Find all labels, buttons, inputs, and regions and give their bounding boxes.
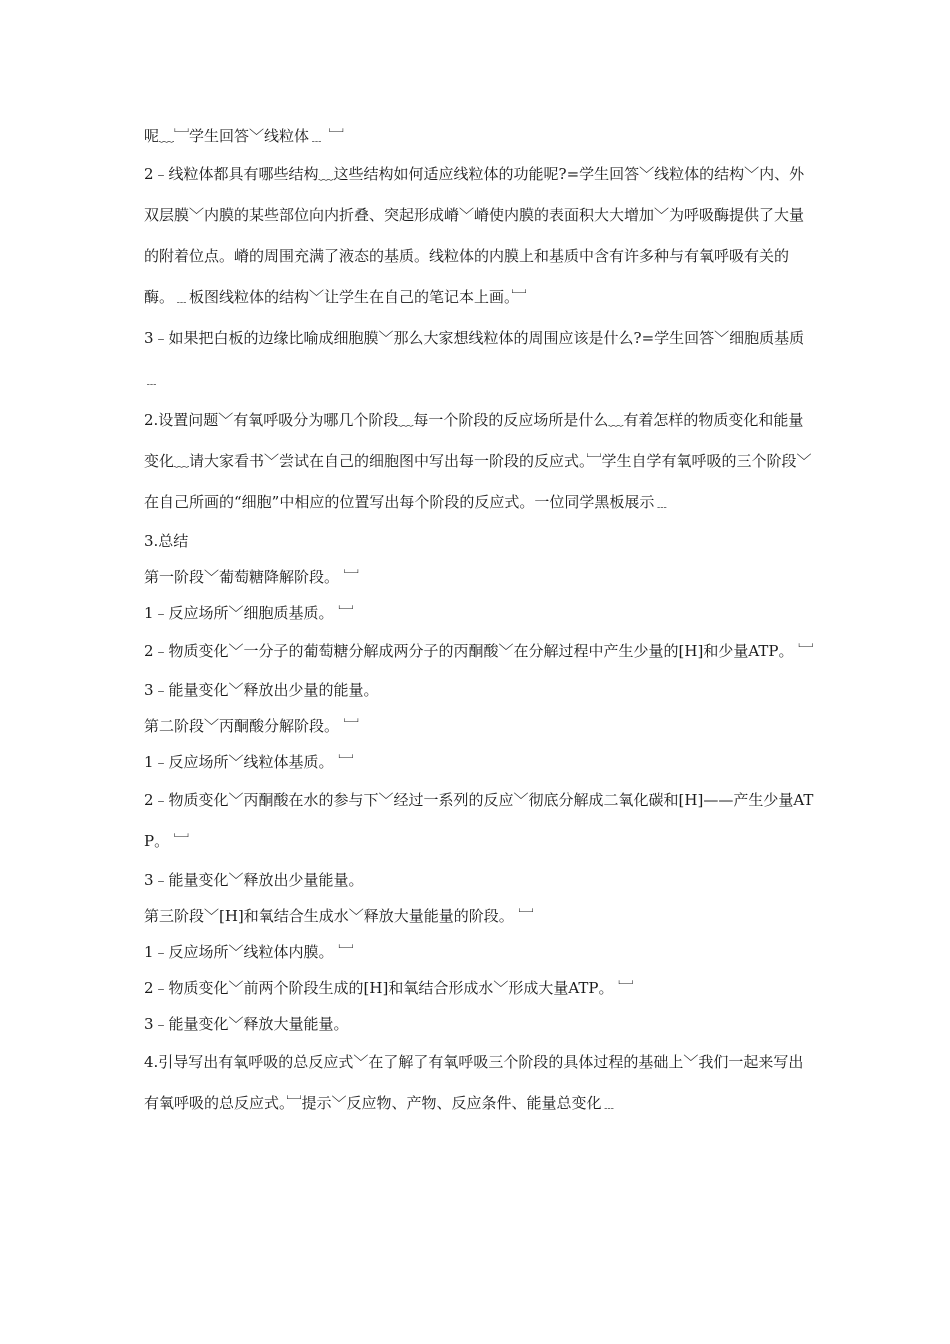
paragraph-overall-equation: 4.引导写出有氧呼吸的总反应式﹀在了解了有氧呼吸三个阶段的具体过程的基础上﹀我们一起来写出有氧呼吸的总反应式。﹈提示﹀反应物、产物、反应条件、能量总变化﹍ <box>144 1053 804 1112</box>
stage-two-site: 1﹣反应场所﹀线粒体基质。 ﹈ <box>144 753 354 771</box>
stage-one-material: 2﹣物质变化﹀一分子的葡萄糖分解成两分子的丙酮酸﹀在分解过程中产生少量的[H]和少量ATP。 ﹈ <box>144 642 814 660</box>
paragraph-set-question: 2.设置问题﹀有氧呼吸分为哪几个阶段﹏每一个阶段的反应场所是什么﹏有着怎样的物质变化和能量变化﹏请大家看书﹀尝试在自己的细胞图中写出每一阶段的反应式。﹈学生自学有氧呼吸的三个阶段﹀在自己所画的“细胞”中相应的位置写出每个阶段的反应式。一位同学黑板展示﹍ <box>144 411 812 511</box>
stage-one-title: 第一阶段﹀葡萄糖降解阶段。 ﹈ <box>144 568 359 586</box>
stage-two-energy: 3﹣能量变化﹀释放出少量能量。 <box>144 871 364 889</box>
paragraph-mitochondria-structure: 2﹣线粒体都具有哪些结构﹏这些结构如何适应线粒体的功能呢?=学生回答﹀线粒体的结构﹀内、外双层膜﹀内膜的某些部位向内折叠、突起形成嵴﹀嵴使内膜的表面积大大增加﹀为呼吸酶提供了大量的附着位点。嵴的周围充满了液态的基质。线粒体的内膜上和基质中含有许多种与有氧呼吸有关的酶。﹍板图线粒体的结构﹀让学生在自己的笔记本上画。﹈ <box>144 165 805 306</box>
paragraph-continuation: 呢﹏﹈学生回答﹀线粒体﹍ ﹈ <box>144 127 344 145</box>
stage-three-material: 2﹣物质变化﹀前两个阶段生成的[H]和氧结合形成水﹀形成大量ATP。 ﹈ <box>144 979 634 997</box>
heading-summary: 3.总结 <box>144 532 189 550</box>
stage-one-energy: 3﹣能量变化﹀释放出少量的能量。 <box>144 681 379 699</box>
stage-three-title: 第三阶段﹀[H]和氧结合生成水﹀释放大量能量的阶段。 ﹈ <box>144 907 534 925</box>
stage-one-site: 1﹣反应场所﹀细胞质基质。 ﹈ <box>144 604 354 622</box>
paragraph-whiteboard-analogy: 3﹣如果把白板的边缘比喻成细胞膜﹀那么大家想线粒体的周围应该是什么?=学生回答﹀细胞质基质﹍ <box>144 329 805 388</box>
stage-two-material: 2﹣物质变化﹀丙酮酸在水的参与下﹀经过一系列的反应﹀彻底分解成二氧化碳和[H]——产生少量ATP。 ﹈ <box>144 791 814 850</box>
document-body <box>144 118 814 1124</box>
stage-two-title: 第二阶段﹀丙酮酸分解阶段。 ﹈ <box>144 717 359 735</box>
stage-three-energy: 3﹣能量变化﹀释放大量能量。 <box>144 1015 349 1033</box>
stage-three-site: 1﹣反应场所﹀线粒体内膜。 ﹈ <box>144 943 354 961</box>
